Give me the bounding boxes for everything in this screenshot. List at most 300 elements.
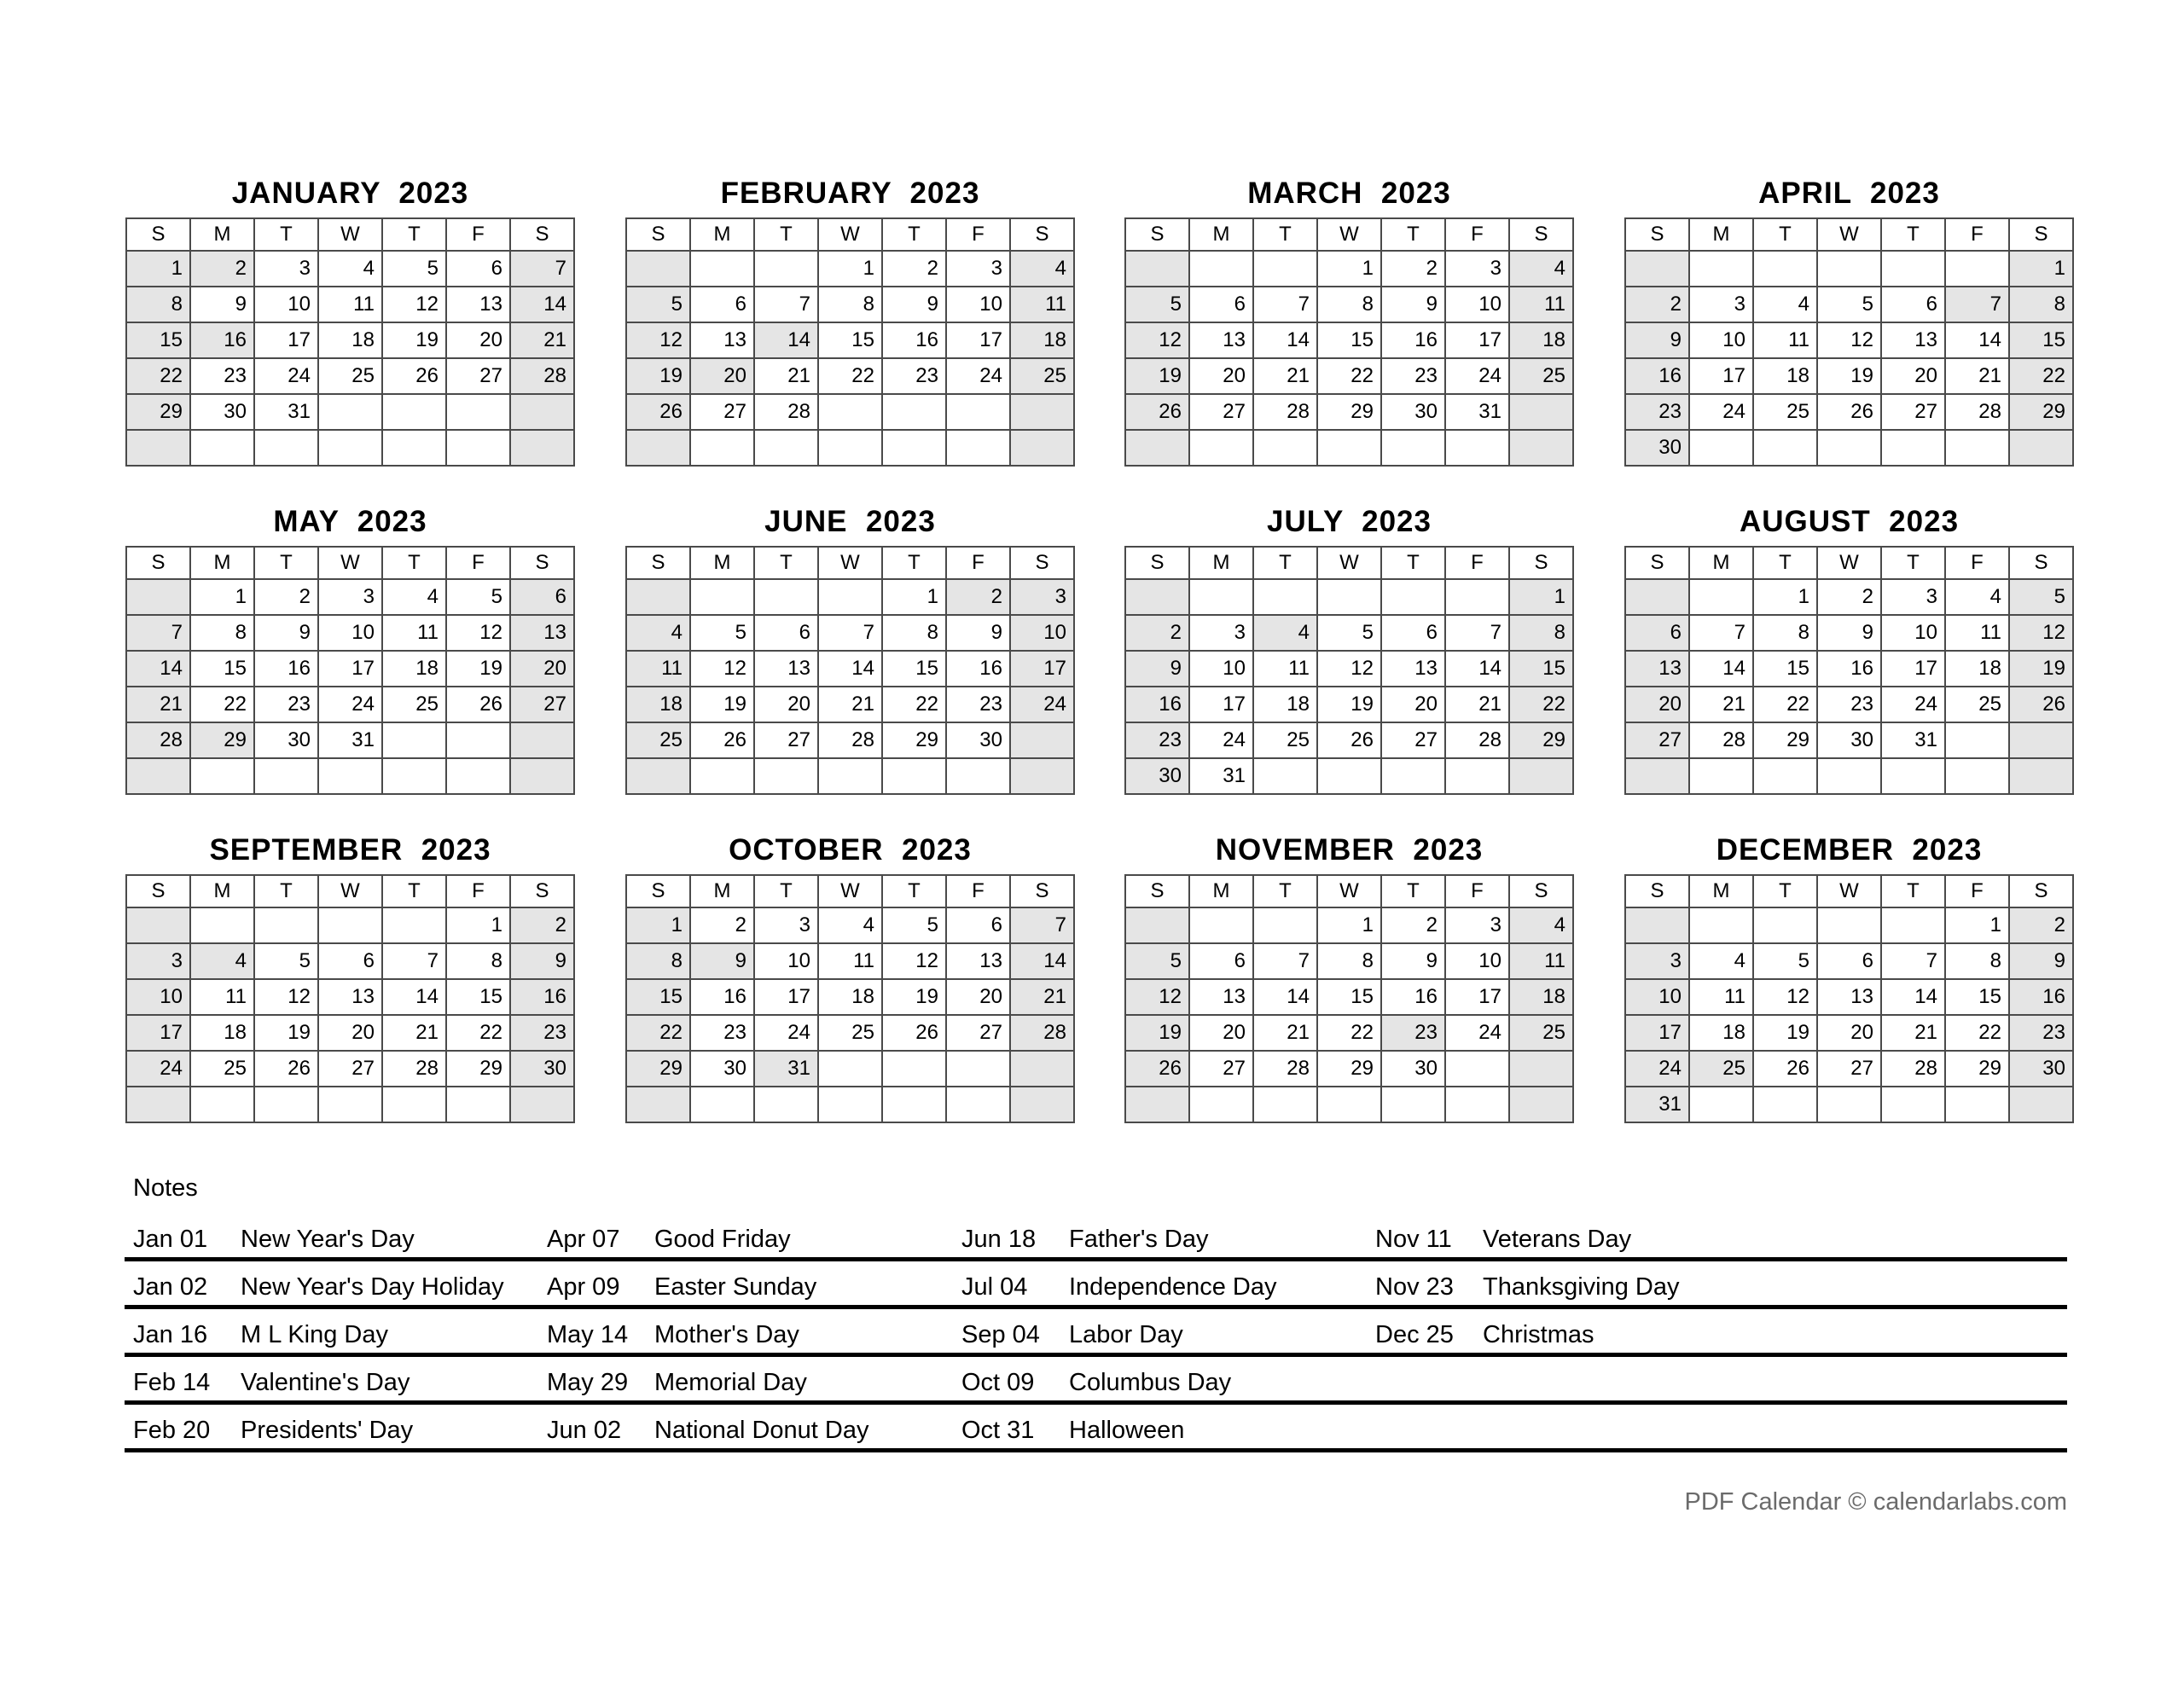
day-cell: 5	[382, 251, 446, 287]
day-cell: 10	[1881, 615, 1945, 651]
day-cell: 8	[626, 943, 690, 979]
week-row	[1125, 322, 1573, 358]
day-cell: 25	[318, 358, 382, 394]
weekday-header	[1125, 875, 1573, 907]
day-cell: 13	[1381, 651, 1445, 687]
week-row	[1625, 1087, 2073, 1122]
week-row	[126, 687, 574, 722]
weekday-label: M	[190, 218, 254, 251]
weekday-label: W	[1817, 875, 1881, 907]
day-cell: 27	[318, 1051, 382, 1087]
day-cell: 27	[1381, 722, 1445, 758]
week-row	[126, 394, 574, 430]
month-grid	[625, 546, 1075, 795]
weekday-label: W	[1317, 218, 1381, 251]
holiday-date: Apr 09	[547, 1273, 620, 1301]
day-cell: 18	[190, 1015, 254, 1051]
weekday-label: S	[510, 218, 574, 251]
empty-day-cell	[754, 430, 818, 466]
day-cell: 5	[446, 579, 510, 615]
day-cell: 9	[190, 287, 254, 322]
empty-day-cell	[754, 1087, 818, 1122]
weekday-label: S	[1125, 875, 1189, 907]
day-cell: 30	[254, 722, 318, 758]
day-cell: 12	[382, 287, 446, 322]
week-row	[1125, 394, 1573, 430]
empty-day-cell	[1945, 430, 2009, 466]
day-cell: 10	[318, 615, 382, 651]
month-title: MARCH 2023	[1247, 177, 1451, 210]
week-row	[126, 1051, 574, 1087]
empty-day-cell	[882, 1051, 946, 1087]
empty-day-cell	[946, 394, 1010, 430]
empty-day-cell	[1881, 758, 1945, 794]
holiday-name: Labor Day	[1069, 1321, 1183, 1348]
day-cell: 26	[1753, 1051, 1817, 1087]
day-cell: 26	[882, 1015, 946, 1051]
week-row	[1625, 1051, 2073, 1087]
day-cell: 25	[1753, 394, 1817, 430]
empty-day-cell	[1253, 758, 1317, 794]
weekday-label: S	[2009, 218, 2073, 251]
day-cell: 25	[1010, 358, 1074, 394]
month-title: SEPTEMBER 2023	[209, 833, 491, 867]
weekday-label: T	[1253, 218, 1317, 251]
weekday-label: W	[1317, 875, 1381, 907]
day-cell: 3	[1445, 251, 1509, 287]
month-title: OCTOBER 2023	[729, 833, 972, 867]
weekday-label: M	[1689, 547, 1753, 579]
day-cell: 19	[382, 322, 446, 358]
empty-day-cell	[1381, 430, 1445, 466]
notes-list	[125, 1214, 2067, 1452]
day-cell: 10	[1010, 615, 1074, 651]
empty-day-cell	[1509, 1051, 1573, 1087]
weekday-label: S	[1010, 218, 1074, 251]
weekday-label: W	[1817, 547, 1881, 579]
empty-day-cell	[382, 907, 446, 943]
empty-day-cell	[126, 430, 190, 466]
week-row	[1125, 430, 1573, 466]
day-cell: 27	[1189, 1051, 1253, 1087]
day-cell: 22	[626, 1015, 690, 1051]
month-title: FEBRUARY 2023	[720, 177, 980, 210]
day-cell: 24	[1445, 1015, 1509, 1051]
day-cell: 21	[126, 687, 190, 722]
day-cell: 26	[690, 722, 754, 758]
day-cell: 4	[1509, 251, 1573, 287]
day-cell: 13	[754, 651, 818, 687]
day-cell: 9	[690, 943, 754, 979]
empty-day-cell	[1253, 251, 1317, 287]
month-grid	[1124, 217, 1574, 467]
day-cell: 26	[1317, 722, 1381, 758]
weekday-label: T	[254, 547, 318, 579]
day-cell: 31	[1881, 722, 1945, 758]
day-cell: 3	[1445, 907, 1509, 943]
month-calendar	[1624, 826, 2074, 1123]
day-cell: 9	[1125, 651, 1189, 687]
holiday-name: New Year's Day	[241, 1226, 415, 1253]
empty-day-cell	[882, 430, 946, 466]
empty-day-cell	[1317, 758, 1381, 794]
empty-day-cell	[946, 1051, 1010, 1087]
empty-day-cell	[1445, 758, 1509, 794]
weekday-label: S	[1509, 218, 1573, 251]
day-cell: 14	[818, 651, 882, 687]
day-cell: 17	[1445, 322, 1509, 358]
week-row	[626, 287, 1074, 322]
weekday-label: T	[1253, 547, 1317, 579]
day-cell: 24	[318, 687, 382, 722]
month-grid	[125, 217, 575, 467]
day-cell: 3	[946, 251, 1010, 287]
day-cell: 2	[254, 579, 318, 615]
month-title: DECEMBER 2023	[1716, 833, 1983, 867]
weekday-label: T	[254, 218, 318, 251]
week-row	[126, 251, 574, 287]
day-cell: 16	[882, 322, 946, 358]
footer-credit: PDF Calendar © calendarlabs.com	[1684, 1488, 2067, 1516]
day-cell: 11	[1753, 322, 1817, 358]
day-cell: 6	[510, 579, 574, 615]
day-cell: 5	[1753, 943, 1817, 979]
day-cell: 4	[1945, 579, 2009, 615]
notes-section	[125, 1162, 2067, 1452]
day-cell: 13	[1189, 979, 1253, 1015]
month-calendar	[1124, 498, 1574, 795]
empty-day-cell	[626, 430, 690, 466]
holiday-date: Jul 04	[961, 1273, 1028, 1301]
weekday-label: M	[690, 218, 754, 251]
day-cell: 19	[690, 687, 754, 722]
empty-day-cell	[882, 1087, 946, 1122]
day-cell: 28	[1010, 1015, 1074, 1051]
day-cell: 28	[818, 722, 882, 758]
day-cell: 9	[882, 287, 946, 322]
empty-day-cell	[1945, 251, 2009, 287]
day-cell: 15	[1945, 979, 2009, 1015]
day-cell: 22	[1509, 687, 1573, 722]
empty-day-cell	[318, 758, 382, 794]
day-cell: 20	[510, 651, 574, 687]
day-cell: 4	[382, 579, 446, 615]
day-cell: 20	[946, 979, 1010, 1015]
day-cell: 27	[446, 358, 510, 394]
notes-row	[125, 1357, 2067, 1405]
day-cell: 26	[254, 1051, 318, 1087]
week-row	[126, 615, 574, 651]
weekday-label: F	[446, 875, 510, 907]
day-cell: 18	[818, 979, 882, 1015]
empty-day-cell	[1689, 251, 1753, 287]
empty-day-cell	[690, 430, 754, 466]
empty-day-cell	[382, 722, 446, 758]
week-row	[1125, 907, 1573, 943]
day-cell: 29	[1753, 722, 1817, 758]
day-cell: 19	[446, 651, 510, 687]
empty-day-cell	[1753, 251, 1817, 287]
week-row	[126, 758, 574, 794]
day-cell: 11	[626, 651, 690, 687]
weekday-label: F	[946, 875, 1010, 907]
day-cell: 30	[1381, 394, 1445, 430]
month-title: JANUARY 2023	[231, 177, 469, 210]
day-cell: 11	[818, 943, 882, 979]
empty-day-cell	[946, 758, 1010, 794]
empty-day-cell	[626, 579, 690, 615]
week-row	[126, 430, 574, 466]
day-cell: 2	[1381, 907, 1445, 943]
empty-day-cell	[126, 1087, 190, 1122]
day-cell: 11	[318, 287, 382, 322]
day-cell: 14	[1253, 322, 1317, 358]
day-cell: 7	[818, 615, 882, 651]
week-row	[1625, 358, 2073, 394]
day-cell: 30	[510, 1051, 574, 1087]
day-cell: 27	[510, 687, 574, 722]
empty-day-cell	[190, 1087, 254, 1122]
day-cell: 17	[946, 322, 1010, 358]
day-cell: 6	[1189, 943, 1253, 979]
day-cell: 1	[818, 251, 882, 287]
day-cell: 24	[946, 358, 1010, 394]
empty-day-cell	[1317, 430, 1381, 466]
holiday-date: Jan 16	[133, 1321, 208, 1348]
empty-day-cell	[1381, 758, 1445, 794]
weekday-label: F	[1445, 875, 1509, 907]
day-cell: 28	[1945, 394, 2009, 430]
day-cell: 21	[1689, 687, 1753, 722]
holiday-name: Presidents' Day	[241, 1417, 414, 1444]
holiday-date: Apr 07	[547, 1226, 620, 1253]
day-cell: 1	[1509, 579, 1573, 615]
day-cell: 23	[1381, 358, 1445, 394]
weekday-label: W	[318, 875, 382, 907]
weekday-header	[1625, 875, 2073, 907]
weekday-label: S	[126, 875, 190, 907]
day-cell: 16	[690, 979, 754, 1015]
day-cell: 9	[1381, 943, 1445, 979]
holiday-date: Nov 23	[1375, 1273, 1454, 1301]
empty-day-cell	[1753, 1087, 1817, 1122]
empty-day-cell	[1253, 1087, 1317, 1122]
weekday-label: M	[1189, 875, 1253, 907]
day-cell: 25	[190, 1051, 254, 1087]
empty-day-cell	[626, 758, 690, 794]
day-cell: 18	[1010, 322, 1074, 358]
month-grid	[625, 874, 1075, 1123]
empty-day-cell	[510, 430, 574, 466]
empty-day-cell	[190, 907, 254, 943]
day-cell: 29	[882, 722, 946, 758]
day-cell: 21	[754, 358, 818, 394]
empty-day-cell	[446, 394, 510, 430]
day-cell: 14	[510, 287, 574, 322]
day-cell: 31	[254, 394, 318, 430]
day-cell: 21	[1253, 1015, 1317, 1051]
week-row	[626, 722, 1074, 758]
day-cell: 23	[1125, 722, 1189, 758]
weekday-header	[126, 218, 574, 251]
empty-day-cell	[882, 394, 946, 430]
empty-day-cell	[1010, 722, 1074, 758]
holiday-name: Christmas	[1483, 1321, 1594, 1348]
day-cell: 16	[1381, 322, 1445, 358]
weekday-label: S	[510, 875, 574, 907]
day-cell: 23	[1381, 1015, 1445, 1051]
day-cell: 4	[626, 615, 690, 651]
holiday-name: Good Friday	[654, 1226, 791, 1253]
holiday-date: Oct 31	[961, 1417, 1035, 1444]
empty-day-cell	[1881, 251, 1945, 287]
day-cell: 22	[882, 687, 946, 722]
day-cell: 9	[2009, 943, 2073, 979]
day-cell: 22	[126, 358, 190, 394]
day-cell: 23	[2009, 1015, 2073, 1051]
weekday-header	[126, 547, 574, 579]
weekday-label: S	[2009, 875, 2073, 907]
day-cell: 3	[1881, 579, 1945, 615]
notes-row	[125, 1309, 2067, 1357]
day-cell: 13	[510, 615, 574, 651]
notes-row	[125, 1214, 2067, 1261]
day-cell: 28	[1881, 1051, 1945, 1087]
month-calendar	[1624, 170, 2074, 467]
day-cell: 4	[1689, 943, 1753, 979]
day-cell: 9	[1625, 322, 1689, 358]
day-cell: 26	[1125, 394, 1189, 430]
month-calendar	[1124, 826, 1574, 1123]
empty-day-cell	[1753, 758, 1817, 794]
day-cell: 25	[1509, 358, 1573, 394]
day-cell: 28	[510, 358, 574, 394]
day-cell: 15	[190, 651, 254, 687]
weekday-label: T	[882, 875, 946, 907]
day-cell: 27	[690, 394, 754, 430]
day-cell: 20	[318, 1015, 382, 1051]
day-cell: 4	[1010, 251, 1074, 287]
day-cell: 30	[190, 394, 254, 430]
empty-day-cell	[1010, 758, 1074, 794]
weekday-label: F	[446, 218, 510, 251]
empty-day-cell	[1689, 1087, 1753, 1122]
day-cell: 31	[1625, 1087, 1689, 1122]
day-cell: 4	[818, 907, 882, 943]
day-cell: 19	[626, 358, 690, 394]
day-cell: 29	[1317, 394, 1381, 430]
day-cell: 14	[1010, 943, 1074, 979]
weekday-label: S	[626, 218, 690, 251]
day-cell: 11	[190, 979, 254, 1015]
weekday-label: S	[1625, 547, 1689, 579]
holiday-date: Feb 20	[133, 1417, 211, 1444]
day-cell: 25	[382, 687, 446, 722]
day-cell: 14	[1253, 979, 1317, 1015]
day-cell: 21	[1945, 358, 2009, 394]
empty-day-cell	[190, 758, 254, 794]
day-cell: 16	[1817, 651, 1881, 687]
empty-day-cell	[1881, 1087, 1945, 1122]
day-cell: 18	[1509, 322, 1573, 358]
day-cell: 13	[1881, 322, 1945, 358]
day-cell: 14	[1689, 651, 1753, 687]
empty-day-cell	[818, 1051, 882, 1087]
empty-day-cell	[1945, 758, 2009, 794]
day-cell: 12	[2009, 615, 2073, 651]
weekday-label: F	[946, 218, 1010, 251]
empty-day-cell	[1189, 251, 1253, 287]
day-cell: 18	[1509, 979, 1573, 1015]
weekday-label: T	[1381, 875, 1445, 907]
empty-day-cell	[1817, 758, 1881, 794]
empty-day-cell	[1125, 1087, 1189, 1122]
day-cell: 20	[690, 358, 754, 394]
empty-day-cell	[446, 722, 510, 758]
day-cell: 7	[754, 287, 818, 322]
weekday-label: S	[1125, 218, 1189, 251]
empty-day-cell	[1445, 579, 1509, 615]
day-cell: 17	[1881, 651, 1945, 687]
day-cell: 12	[690, 651, 754, 687]
day-cell: 21	[1253, 358, 1317, 394]
week-row	[1625, 943, 2073, 979]
empty-day-cell	[382, 430, 446, 466]
day-cell: 9	[510, 943, 574, 979]
empty-day-cell	[1189, 1087, 1253, 1122]
holiday-date: Feb 14	[133, 1369, 211, 1396]
day-cell: 30	[946, 722, 1010, 758]
week-row	[1625, 430, 2073, 466]
week-row	[126, 722, 574, 758]
empty-day-cell	[510, 394, 574, 430]
day-cell: 4	[1753, 287, 1817, 322]
week-row	[626, 251, 1074, 287]
day-cell: 18	[1753, 358, 1817, 394]
day-cell: 8	[126, 287, 190, 322]
month-calendar	[625, 826, 1075, 1123]
month-calendar	[625, 498, 1075, 795]
day-cell: 7	[1881, 943, 1945, 979]
empty-day-cell	[626, 251, 690, 287]
day-cell: 30	[2009, 1051, 2073, 1087]
day-cell: 15	[818, 322, 882, 358]
empty-day-cell	[1509, 394, 1573, 430]
day-cell: 6	[754, 615, 818, 651]
day-cell: 20	[754, 687, 818, 722]
day-cell: 3	[318, 579, 382, 615]
day-cell: 6	[946, 907, 1010, 943]
day-cell: 27	[1881, 394, 1945, 430]
day-cell: 8	[1753, 615, 1817, 651]
day-cell: 25	[1253, 722, 1317, 758]
day-cell: 9	[946, 615, 1010, 651]
weekday-label: T	[1753, 547, 1817, 579]
empty-day-cell	[818, 758, 882, 794]
week-row	[626, 1051, 1074, 1087]
day-cell: 15	[446, 979, 510, 1015]
empty-day-cell	[1881, 907, 1945, 943]
day-cell: 1	[882, 579, 946, 615]
day-cell: 18	[1945, 651, 2009, 687]
day-cell: 4	[318, 251, 382, 287]
weekday-label: W	[818, 547, 882, 579]
week-row	[1125, 358, 1573, 394]
month-grid	[1624, 217, 2074, 467]
day-cell: 9	[254, 615, 318, 651]
day-cell: 29	[446, 1051, 510, 1087]
empty-day-cell	[690, 758, 754, 794]
